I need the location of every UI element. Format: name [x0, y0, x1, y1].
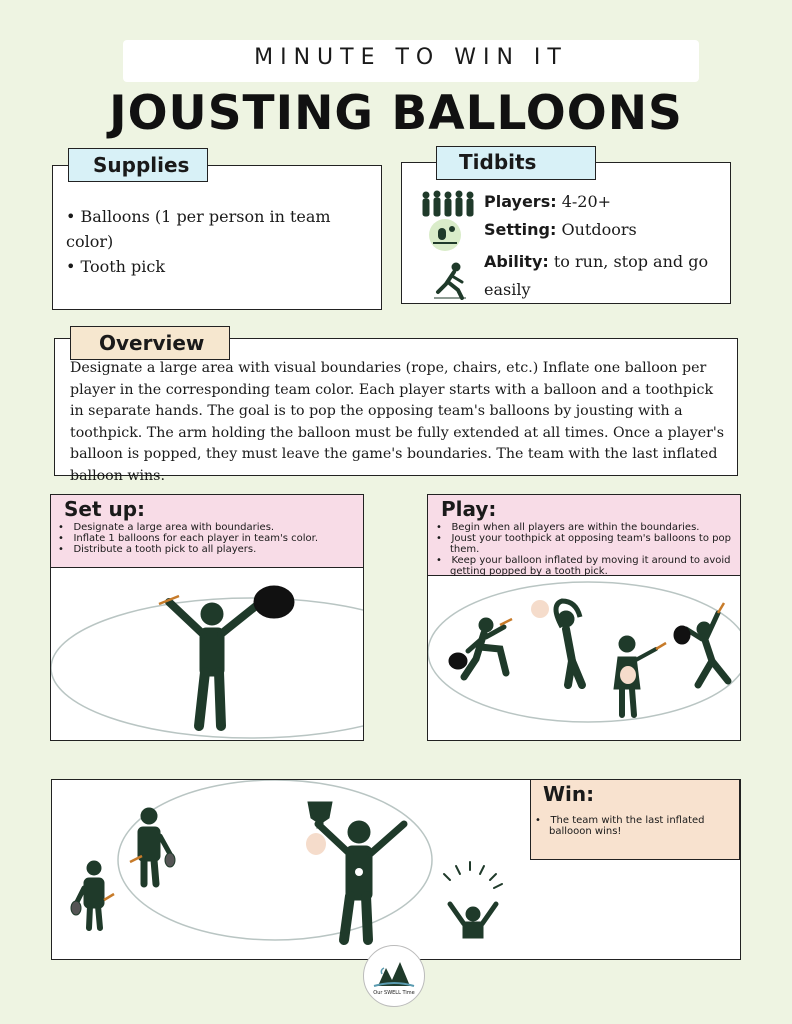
overview-label: Overview — [99, 331, 205, 355]
list-item: • The team with the last inflated ballooon wins! — [535, 815, 705, 837]
list-item: • Tooth pick — [66, 257, 166, 276]
overview-text: Designate a large area with visual boundaries (rope, chairs, etc.) Inflate one balloon per player in the corresponding team color. Each player starts with a balloon and a toothpick in separate hands. The goal is to pop the opposing team's balloons by jousting with a toothpick. The arm holding the balloon must be fully extended at all times. Once a player's balloon is popped, they must leave the game's boundaries. The team with the last inflated balloon wins. — [70, 360, 725, 484]
list-item: • Designate a large area with boundaries. — [58, 522, 275, 533]
balloon-icon — [254, 586, 294, 618]
logo-text: Our SWELL Time — [373, 990, 415, 996]
page-title: JOUSTING BALLOONS — [109, 86, 683, 141]
list-item: • Inflate 1 balloons for each player in team's color. — [58, 533, 319, 544]
overview-tab — [70, 326, 230, 360]
tidbits-tab — [436, 146, 596, 180]
runner-icon — [432, 262, 468, 300]
setup-list — [58, 522, 360, 555]
tidbit-players: Players: 4-20+ — [484, 192, 612, 211]
list-item: • Begin when all players are within the boundaries. — [436, 522, 700, 533]
logo — [363, 945, 425, 1007]
list-item: • Keep your balloon inflated by moving it around to avoid getting popped by a tooth pick. — [436, 555, 731, 577]
list-item: • Balloons (1 per person in team color) — [66, 207, 331, 251]
list-item: • Distribute a tooth pick to all players. — [58, 544, 257, 555]
supplies-label: Supplies — [93, 153, 190, 177]
group-icon — [420, 190, 476, 218]
supplies-tab — [68, 148, 208, 182]
win-list — [535, 815, 731, 837]
tidbit-setting: Setting: Outdoors — [484, 220, 637, 239]
logo-scene-icon — [364, 946, 424, 1006]
subtitle: MINUTE TO WIN IT — [254, 45, 568, 70]
supplies-list — [66, 204, 376, 279]
win-label: Win: — [543, 782, 595, 806]
setup-label: Set up: — [64, 497, 146, 521]
play-label: Play: — [441, 497, 497, 521]
list-item: • Joust your toothpick at opposing team's balloons to pop them. — [436, 533, 731, 555]
trophy-icon — [308, 802, 332, 828]
tidbit-ability: Ability: to run, stop and go easily — [484, 252, 709, 299]
tidbits-label: Tidbits — [459, 150, 537, 174]
play-list — [436, 522, 736, 577]
outdoors-icon — [427, 218, 463, 252]
setup-illustration — [51, 568, 363, 740]
play-illustration — [428, 577, 740, 740]
